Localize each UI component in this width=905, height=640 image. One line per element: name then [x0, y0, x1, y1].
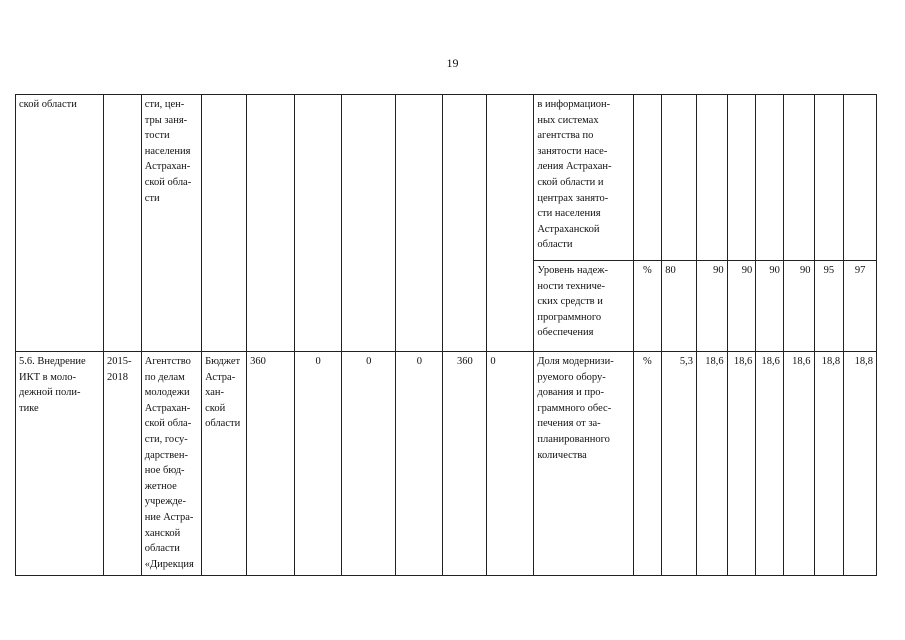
- executor-cell: сти, цен- тры заня- тости населения Астрахан- ской обла- сти: [141, 95, 201, 352]
- value-cell: 80: [662, 261, 697, 352]
- value-cell: 18,6: [696, 352, 727, 576]
- value-cell: [844, 95, 877, 261]
- period-cell: 2015- 2018: [103, 352, 141, 576]
- program-table: [15, 94, 877, 576]
- funding-cell: 0: [295, 352, 342, 576]
- page-number: 19: [446, 56, 459, 70]
- value-cell: 97: [844, 261, 877, 352]
- funding-cell: 0: [487, 352, 534, 576]
- table-row: [16, 352, 877, 576]
- funding-cell: [396, 95, 443, 352]
- source-cell: Бюджет Астра- хан- ской области: [202, 352, 247, 576]
- funding-cell: 360: [247, 352, 295, 576]
- value-cell: [814, 95, 844, 261]
- executor-cell: Агентство по делам молодежи Астрахан- ской обла- сти, госу- дарствен- ное бюд- жетное учрежде- ние Астра- ханской области «Дирекция: [141, 352, 201, 576]
- unit-cell: %: [633, 261, 662, 352]
- value-cell: 18,6: [756, 352, 784, 576]
- value-cell: [756, 95, 784, 261]
- funding-cell: [295, 95, 342, 352]
- funding-cell: [443, 95, 487, 352]
- funding-cell: 360: [443, 352, 487, 576]
- value-cell: [727, 95, 756, 261]
- funding-cell: 0: [342, 352, 396, 576]
- value-cell: 18,8: [814, 352, 844, 576]
- indicator-cell: Доля модернизи- руемого обору- дования и про- граммного обес- печения от за- планированного количества: [534, 352, 633, 576]
- value-cell: [783, 95, 814, 261]
- funding-cell: 0: [396, 352, 443, 576]
- value-cell: 90: [783, 261, 814, 352]
- funding-cell: [342, 95, 396, 352]
- value-cell: 95: [814, 261, 844, 352]
- task-cell: 5.6. Внедрение ИКТ в моло- дежной поли- тике: [16, 352, 104, 576]
- value-cell: 5,3: [662, 352, 697, 576]
- unit-cell: [633, 95, 662, 261]
- table-row: [16, 95, 877, 261]
- value-cell: [696, 95, 727, 261]
- value-cell: 18,8: [844, 352, 877, 576]
- value-cell: 90: [727, 261, 756, 352]
- unit-cell: %: [633, 352, 662, 576]
- value-cell: 18,6: [783, 352, 814, 576]
- funding-cell: [487, 95, 534, 352]
- value-cell: 18,6: [727, 352, 756, 576]
- value-cell: [662, 95, 697, 261]
- value-cell: 90: [756, 261, 784, 352]
- task-cell: ской области: [16, 95, 104, 352]
- value-cell: 90: [696, 261, 727, 352]
- period-cell: [103, 95, 141, 352]
- indicator-cell: Уровень надеж- ности техниче- ских средств и программного обеспечения: [534, 261, 633, 352]
- indicator-cell: в информацион- ных системах агентства по занятости насе- ления Астрахан- ской области и центрах занято- сти населения Астраханской области: [534, 95, 633, 261]
- funding-cell: [247, 95, 295, 352]
- source-cell: [202, 95, 247, 352]
